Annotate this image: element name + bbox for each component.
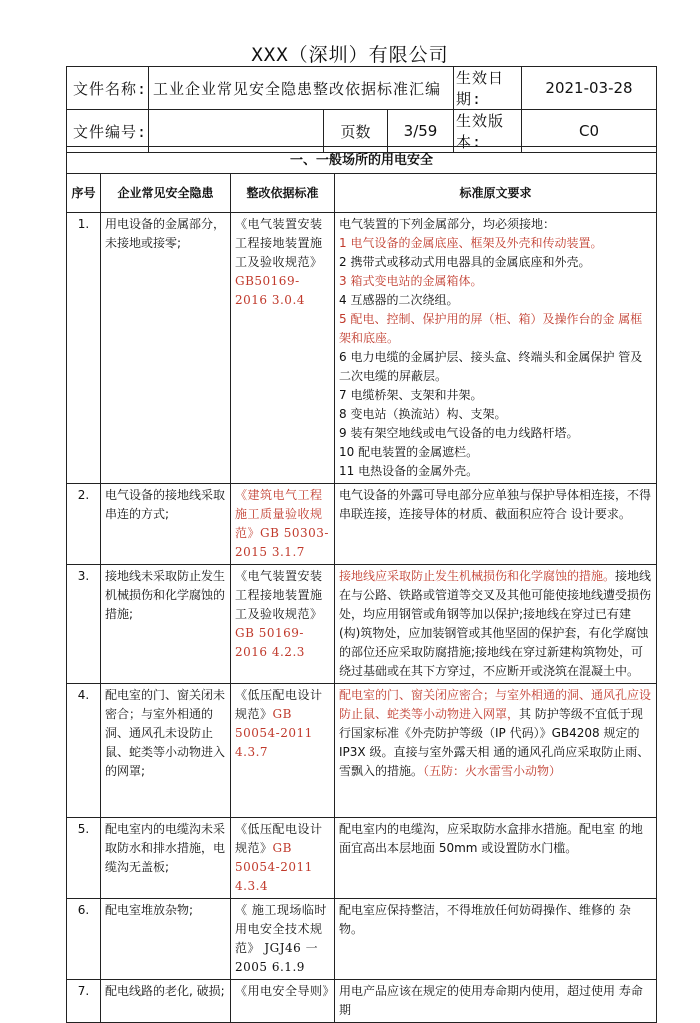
basis-standard-text: 《低压配电设计规范》 [235, 688, 323, 721]
requirement-cell [335, 899, 657, 980]
document-header-table [66, 66, 657, 153]
requirement-text: 配电室内的电缆沟，应采取防水盒排水措施。配电室 的地面宜高出本层地面 50mm 或设置防水门槛。 [339, 822, 643, 855]
basis-cell [231, 684, 335, 818]
table-row [67, 899, 657, 980]
requirement-text: 11 电热设备的金属外壳。 [339, 464, 479, 478]
column-header-number: 序号 [67, 174, 101, 213]
effective-date-value: 2021-03-28 [522, 67, 657, 110]
hazard-cell: 接地线未采取防止发生机械损伤和化学腐蚀的措施; [101, 565, 231, 684]
table-row [67, 684, 657, 818]
hazard-cell: 配电室的门、窗关闭未密合；与室外相通的洞、通风孔未设防止鼠、蛇类等小动物进入的网罩; [101, 684, 231, 818]
requirement-text: 4 互感器的二次绕组。 [339, 293, 459, 307]
row-number: 4. [67, 684, 101, 818]
requirement-cell [335, 980, 657, 1023]
hazard-cell: 配电室内的电缆沟未采取防水和排水措施，电缆沟无盖板; [101, 818, 231, 899]
requirement-text: 用电产品应该在规定的使用寿命期内使用，超过使用 寿命期 [339, 984, 643, 1017]
hazard-cell: 配电室堆放杂物; [101, 899, 231, 980]
row-number: 5. [67, 818, 101, 899]
file-name-value: 工业企业常见安全隐患整改依据标准汇编 [149, 67, 454, 110]
requirement-text: （五防：火水雷雪小动物） [423, 764, 562, 778]
row-number: 6. [67, 899, 101, 980]
row-number: 3. [67, 565, 101, 684]
requirement-text: 8 变电站（换流站）构、支架。 [339, 407, 507, 421]
pages-label: 页数 [324, 110, 388, 153]
basis-standard-text: 《用电安全导则》 [235, 984, 336, 998]
row-number: 2. [67, 484, 101, 565]
file-name-label: 文件名称: [67, 67, 149, 110]
basis-cell [231, 899, 335, 980]
requirement-text: 电气装置的下列金属部分，均必须接地： [339, 217, 556, 231]
basis-standard-text: 《低压配电设计规范》 [235, 822, 323, 855]
basis-cell [231, 213, 335, 484]
effective-date-label: 生效日期: [454, 67, 522, 110]
table-row [67, 980, 657, 1023]
row-number: 7. [67, 980, 101, 1023]
requirement-cell [335, 684, 657, 818]
pages-value: 3/59 [388, 110, 454, 153]
version-label: 生效版本: [454, 110, 522, 153]
basis-standard-text: 《 施工现场临时用电安全技术规范》 JGJ46 一2005 6.1.9 [235, 903, 327, 974]
basis-clause-text: GB 50169-2016 4.2.3 [235, 626, 305, 659]
basis-cell [231, 565, 335, 684]
table-row [67, 213, 657, 484]
basis-cell [231, 484, 335, 565]
version-value: C0 [522, 110, 657, 153]
section-title: 一、一般场所的用电安全 [67, 147, 657, 174]
requirement-text: 3 箱式变电站的金属箱体。 [339, 274, 483, 288]
requirement-cell [335, 565, 657, 684]
file-no-label: 文件编号: [67, 110, 149, 153]
basis-cell [231, 818, 335, 899]
requirement-text: 6 电力电缆的金属护层、接头盒、终端头和金属保护 管及二次电缆的屏蔽层。 [339, 350, 643, 383]
requirement-cell [335, 484, 657, 565]
hazard-cell: 用电设备的金属部分， 未接地或接零; [101, 213, 231, 484]
basis-clause-text: GB 50054-2011 4.3.4 [235, 841, 313, 893]
requirement-text: 电气设备的外露可导电部分应单独与保护导体相连接，不得串联连接，连接导体的材质、截面积应符合 设计要求。 [339, 488, 652, 521]
basis-standard-text: 《电气装置安装工程接地装置施工及验收规范》 [235, 217, 323, 269]
column-header-basis: 整改依据标准 [231, 174, 335, 213]
hazard-cell: 配电线路的老化, 破损; [101, 980, 231, 1023]
column-header-hazard: 企业常见安全隐患 [101, 174, 231, 213]
requirement-text: 接地线在与公路、铁路或管道等交叉及其他可能使接地线遭受损伤处，均应用钢管或角钢等加以保护;接地线在穿过已有建(构)筑物处，应加装钢管或其他坚固的保护套，有化学腐蚀的部位还应采取防腐措施;接地线在穿过新建构筑物处，可绕过基础或在其下方穿过，不应断开或浇筑在混凝土中。 [339, 569, 652, 678]
basis-cell [231, 980, 335, 1023]
basis-clause-text: GB50169-2016 3.0.4 [235, 274, 305, 307]
requirement-text: 9 装有架空地线或电气设备的电力线路杆塔。 [339, 426, 579, 440]
column-header-requirement: 标准原文要求 [335, 174, 657, 213]
requirement-text: 接地线应采取防止发生机械损伤和化学腐蚀的措施。 [339, 569, 616, 583]
requirement-text: 7 电缆桥架、支架和井架。 [339, 388, 483, 402]
requirement-cell [335, 213, 657, 484]
hazard-standards-table [66, 146, 657, 1023]
requirement-text: 配电室的门、窗关闭应密合；与室外相通的洞、通风孔应设防止鼠、蛇类等小动物进入网罩， [339, 688, 652, 721]
requirement-text: 配电室应保持整洁，不得堆放任何妨碍操作、维修的 杂物。 [339, 903, 631, 936]
requirement-text: 其 防护等级不宜低于现行国家标准《外壳防护等级（IP 代码）》GB4208 规定的 IP3X 级。直接与室外露天相 通的通风孔尚应采取防止雨、雪飘入的措施。 [339, 707, 650, 778]
basis-clause-text: 《建筑电气工程施工质量验收规范》GB 50303-2015 3.1.7 [235, 488, 329, 559]
basis-clause-text: GB 50054-2011 4.3.7 [235, 707, 313, 759]
table-row [67, 484, 657, 565]
row-number: 1. [67, 213, 101, 484]
requirement-cell [335, 818, 657, 899]
table-row [67, 818, 657, 899]
requirement-text: 1 电气设备的金属底座、框架及外壳和传动装置。 [339, 236, 603, 250]
basis-standard-text: 《电气装置安装工程接地装置施工及验收规范》 [235, 569, 323, 621]
requirement-text: 10 配电装置的金属遮栏。 [339, 445, 479, 459]
table-row [67, 565, 657, 684]
requirement-text: 5 配电、控制、保护用的屏（柜、箱）及操作台的金 属框架和底座。 [339, 312, 643, 345]
company-title: XXX（深圳）有限公司 [251, 44, 449, 66]
requirement-text: 2 携带式或移动式用电器具的金属底座和外壳。 [339, 255, 591, 269]
hazard-cell: 电气设备的接地线采取串连的方式; [101, 484, 231, 565]
